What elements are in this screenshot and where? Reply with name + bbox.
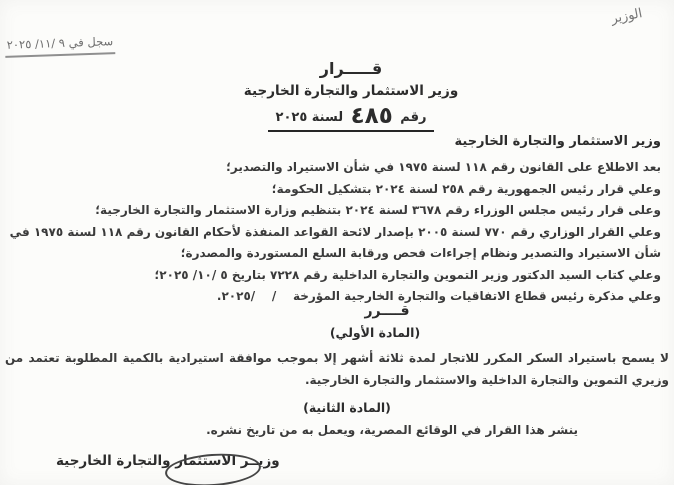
article-1-body: لا يسمح باستيراد السكر المكرر للاتجار لمدة ثلاثة أشهر إلا بموجب موافقة استيرادية بالكمية المطلوبة تعتمد من وزيري التموين والتجارة الداخلية والاستثمار والتجارة الخارجية. bbox=[5, 351, 669, 387]
signature-title-line: وزيــر الاستثمار والتجارة الخارجية bbox=[56, 453, 280, 469]
preamble-clause: وعلي قرار رئيس الجمهورية رقم ٢٥٨ لسنة ٢٠٢٤ بتشكيل الحكومة؛ bbox=[271, 181, 661, 196]
decree-number-prefix: رقم bbox=[400, 110, 427, 125]
decree-operative-word-text: قــــرر bbox=[364, 303, 410, 319]
decree-title-issuer-text: وزير الاستثمار والتجارة الخارجية bbox=[243, 83, 459, 99]
decree-title-word bbox=[0, 59, 674, 78]
decree-number-line bbox=[0, 101, 674, 132]
decree-number-underlined bbox=[268, 101, 435, 132]
preamble-clause: وعلى قرار رئيس مجلس الوزراء رقم ٣٦٧٨ لسنة ٢٠٢٤ بتنظيم وزارة الاستثمار والتجارة الخارجية؛ bbox=[95, 203, 661, 217]
preamble-section bbox=[4, 157, 661, 308]
decree-number-value: ٤٨٥ bbox=[350, 103, 393, 129]
article-1-title-text: (المادة الأولي) bbox=[329, 325, 421, 340]
preamble-clause: وعلي كتاب السيد الدكتور وزير التموين والتجارة الداخلية رقم ٧٢٢٨ بتاريخ ٥ /١٠/ ٢٠٢٥؛ bbox=[154, 267, 661, 282]
article-2-title-text: (المادة الثانية) bbox=[303, 400, 391, 415]
article-2-title bbox=[0, 400, 674, 415]
decree-operative-word bbox=[0, 303, 674, 319]
decree-title-issuer bbox=[0, 83, 674, 99]
article-1-title bbox=[0, 325, 674, 340]
preamble-clause: وعلي مذكرة رئيس قطاع الاتفاقيات والتجارة الخارجية المؤرخة / /٢٠٢٥. bbox=[216, 289, 661, 303]
preamble-clause: بعد الاطلاع على القانون رقم ١١٨ لسنة ١٩٧٥ في شأن الاستيراد والتصدير؛ bbox=[226, 160, 661, 174]
decree-title-word-text: قـــــرار bbox=[319, 59, 383, 78]
handwritten-minister-note: الوزير bbox=[609, 6, 644, 27]
decree-number-suffix: لسنة ٢٠٢٥ bbox=[275, 110, 344, 125]
article-2-body: ينشر هذا القرار في الوقائع المصرية، ويعمل به من تاريخ نشره. bbox=[206, 423, 578, 437]
preamble-clause: وعلي القرار الوزاري رقم ٧٧٠ لسنة ٢٠٠٥ بإصدار لائحة القواعد المنفذة لأحكام القانون رقم ١١٨ لسنة ١٩٧٥ في شأن الاستيراد والتصدير ونظام إجراءات فحص ورقابة السلع المستوردة والمصدرة؛ bbox=[5, 224, 661, 260]
issuer-heading: وزير الاستثمار والتجارة الخارجية bbox=[454, 134, 661, 149]
handwritten-registration-note: سجل في ٩ /١١/ ٢٠٢٥ bbox=[5, 34, 116, 58]
